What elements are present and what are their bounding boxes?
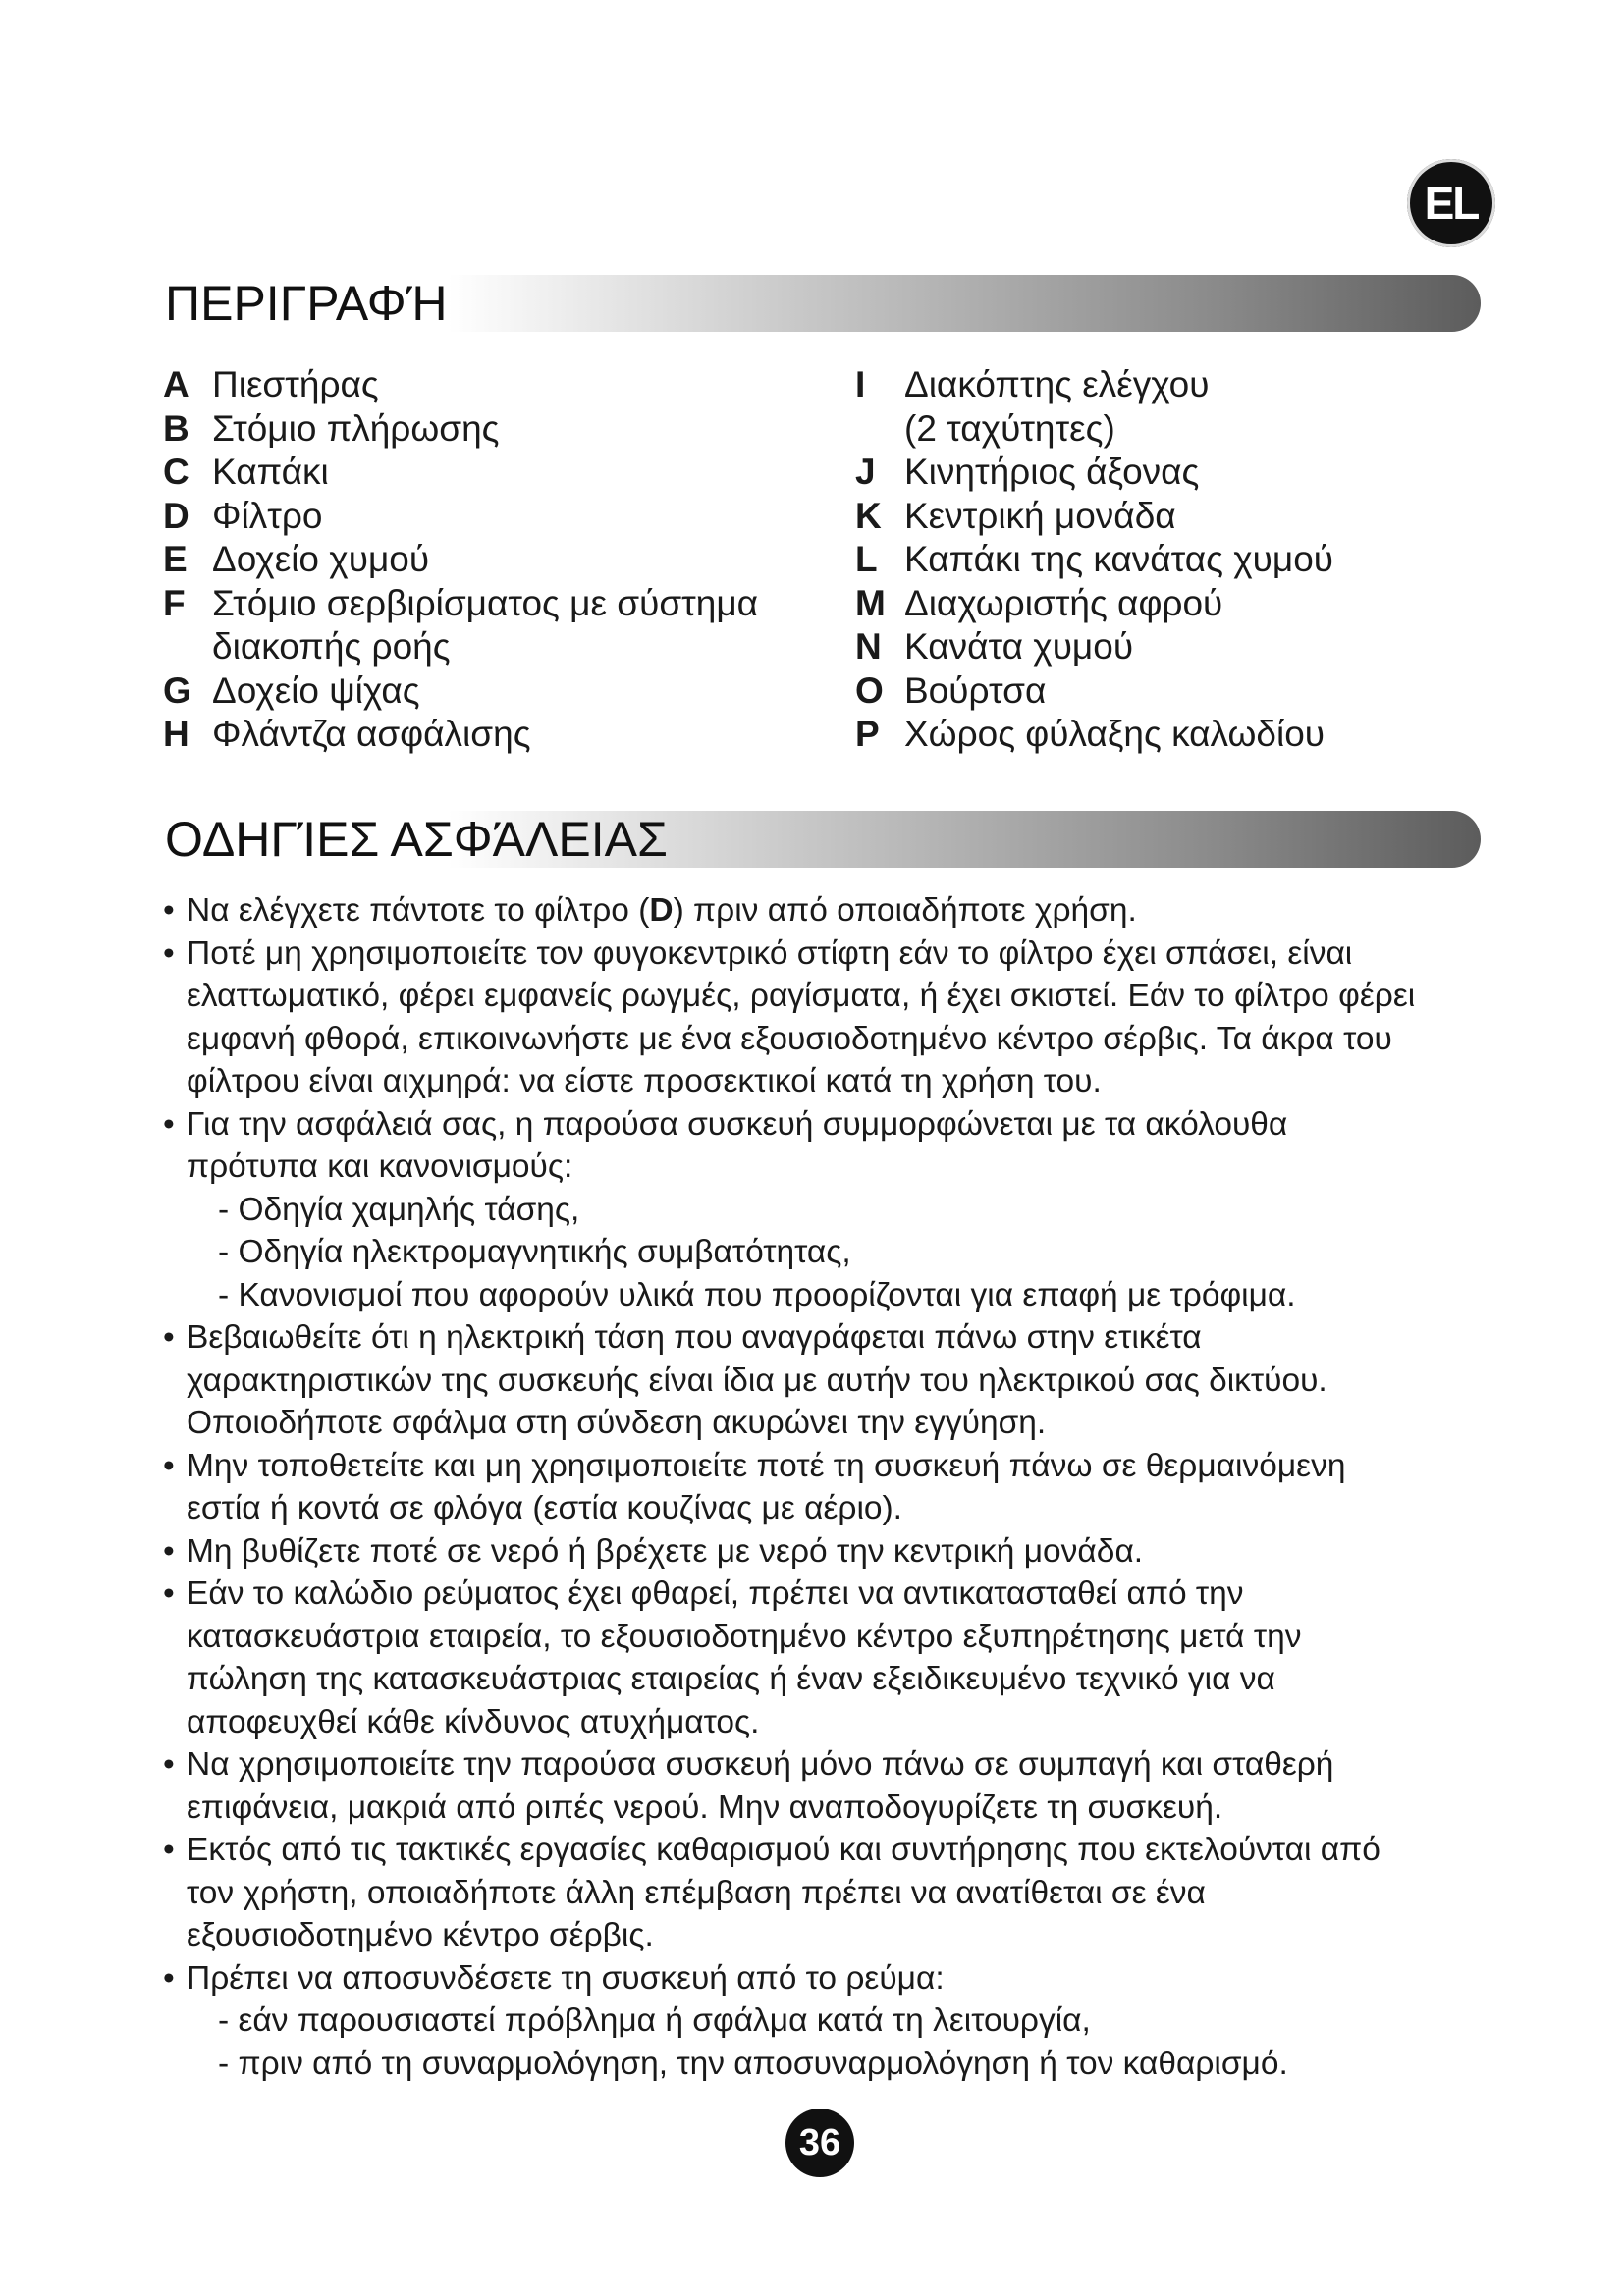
part-item: K Κεντρική μονάδα — [855, 495, 1176, 536]
parts-list-left — [163, 363, 758, 757]
description-title: ΠΕΡΙΓΡΑΦΉ — [165, 276, 448, 331]
part-item: C Καπάκι — [163, 452, 329, 492]
safety-sub-item: - πριν από τη συναρμολόγηση, την αποσυναρμολόγηση ή τον καθαρισμό. — [218, 2045, 1288, 2082]
part-item-continuation: (2 ταχύτητες) — [904, 407, 1115, 449]
language-badge: EL — [1407, 159, 1495, 247]
part-item: B Στόμιο πλήρωσης — [163, 407, 500, 449]
safety-bullet: • Μη βυθίζετε ποτέ σε νερό ή βρέχετε με νερό την κεντρική μονάδα. — [163, 1530, 1498, 1574]
part-item: G Δοχείο ψίχας — [163, 669, 420, 711]
part-item: M Διαχωριστής αφρού — [855, 582, 1223, 623]
safety-sub-item: - Κανονισμοί που αφορούν υλικά που προορίζονται για επαφή με τρόφιμα. — [218, 1276, 1296, 1313]
page-number: 36 — [785, 2109, 854, 2177]
safety-title: ΟΔΗΓΊΕΣ ΑΣΦΆΛΕΙΑΣ — [165, 812, 668, 867]
part-item-continuation: διακοπής ροής — [212, 626, 451, 667]
part-item: O Βούρτσα — [855, 669, 1047, 711]
parts-list-right — [855, 363, 1333, 757]
part-item: F Στόμιο σερβιρίσματος με σύστημα — [163, 582, 759, 623]
part-item: E Δοχείο χυμού — [163, 539, 430, 579]
safety-bullet: • Εκτός από τις τακτικές εργασίες καθαρισμού και συντήρησης που εκτελούνται από τον χρήστη, οποιαδήποτε άλλη επέμβαση πρέπει να ανατίθεται σε ένα εξουσιοδοτημένο κέντρο σέρβις. — [163, 1829, 1498, 1957]
part-item: J Κινητήριος άξονας — [855, 452, 1200, 492]
safety-sub-item: - Οδηγία ηλεκτρομαγνητικής συμβατότητας, — [218, 1234, 851, 1270]
safety-instructions — [163, 889, 1498, 2085]
part-item: H Φλάντζα ασφάλισης — [163, 714, 531, 754]
safety-bullet: • Να ελέγχετε πάντοτε το φίλτρο (D) πριν από οποιαδήποτε χρήση. — [163, 889, 1498, 933]
safety-sub-item: - εάν παρουσιαστεί πρόβλημα ή σφάλμα κατά τη λειτουργία, — [218, 2002, 1091, 2039]
safety-bullet: • Εάν το καλώδιο ρεύματος έχει φθαρεί, πρέπει να αντικατασταθεί από την κατασκευάστρια εταιρεία, το εξουσιοδοτημένο κέντρο εξυπηρέτησης μετά την πώληση της κατασκευάστριας εταιρείας ή έναν εξειδικευμένο τεχνικό για να αποφευχθεί κάθε κίνδυνος ατυχήματος. — [163, 1573, 1498, 1743]
safety-bullet: • Ποτέ μη χρησιμοποιείτε τον φυγοκεντρικό στίφτη εάν το φίλτρο έχει σπάσει, είναι ελαττωματικό, φέρει εμφανείς ρωγμές, ραγίσματα, ή έχει σκιστεί. Εάν το φίλτρο φέρει εμφανή φθορά, επικοινωνήστε με ένα εξουσιοδοτημένο κέντρο σέρβις. Τα άκρα του φίλτρου είναι αιχμηρά: να είστε προσεκτικοί κατά τη χρήση του. — [163, 933, 1498, 1103]
safety-bullet: • Βεβαιωθείτε ότι η ηλεκτρική τάση που αναγράφεται πάνω στην ετικέτα χαρακτηριστικών της συσκευής είναι ίδια με αυτήν του ηλεκτρικού σας δικτύου. Οποιοδήποτε σφάλμα στη σύνδεση ακυρώνει την εγγύηση. — [163, 1316, 1498, 1445]
safety-bullet: • Πρέπει να αποσυνδέσετε τη συσκευή από το ρεύμα: - εάν παρουσιαστεί πρόβλημα ή σφάλμα κατά τη λειτουργία, - πριν από τη συναρμολόγηση, την αποσυναρμολόγηση ή τον καθαρισμό. — [163, 1957, 1498, 2086]
safety-sub-item: - Οδηγία χαμηλής τάσης, — [218, 1191, 580, 1228]
part-item: I Διακόπτης ελέγχου — [855, 364, 1210, 404]
safety-bullet: • Για την ασφάλειά σας, η παρούσα συσκευή συμμορφώνεται με τα ακόλουθα πρότυπα και κανονισμούς: - Οδηγία χαμηλής τάσης, - Οδηγία ηλεκτρομαγνητικής συμβατότητας, - Κανονισμοί που αφορούν υλικά που προορίζονται για επαφή με τρόφιμα. — [163, 1103, 1498, 1317]
part-item: N Κανάτα χυμού — [855, 626, 1134, 667]
part-item: L Καπάκι της κανάτας χυμού — [855, 539, 1334, 579]
safety-bullet: • Μην τοποθετείτε και μη χρησιμοποιείτε ποτέ τη συσκευή πάνω σε θερμαινόμενη εστία ή κοντά σε φλόγα (εστία κουζίνας με αέριο). — [163, 1445, 1498, 1530]
safety-bullet: • Να χρησιμοποιείτε την παρούσα συσκευή μόνο πάνω σε συμπαγή και σταθερή επιφάνεια, μακριά από ριπές νερού. Μην αναποδογυρίζετε τη συσκευή. — [163, 1743, 1498, 1829]
part-item: D Φίλτρο — [163, 495, 323, 536]
part-item: P Χώρος φύλαξης καλωδίου — [855, 714, 1326, 754]
part-item: A Πιεστήρας — [163, 364, 379, 404]
